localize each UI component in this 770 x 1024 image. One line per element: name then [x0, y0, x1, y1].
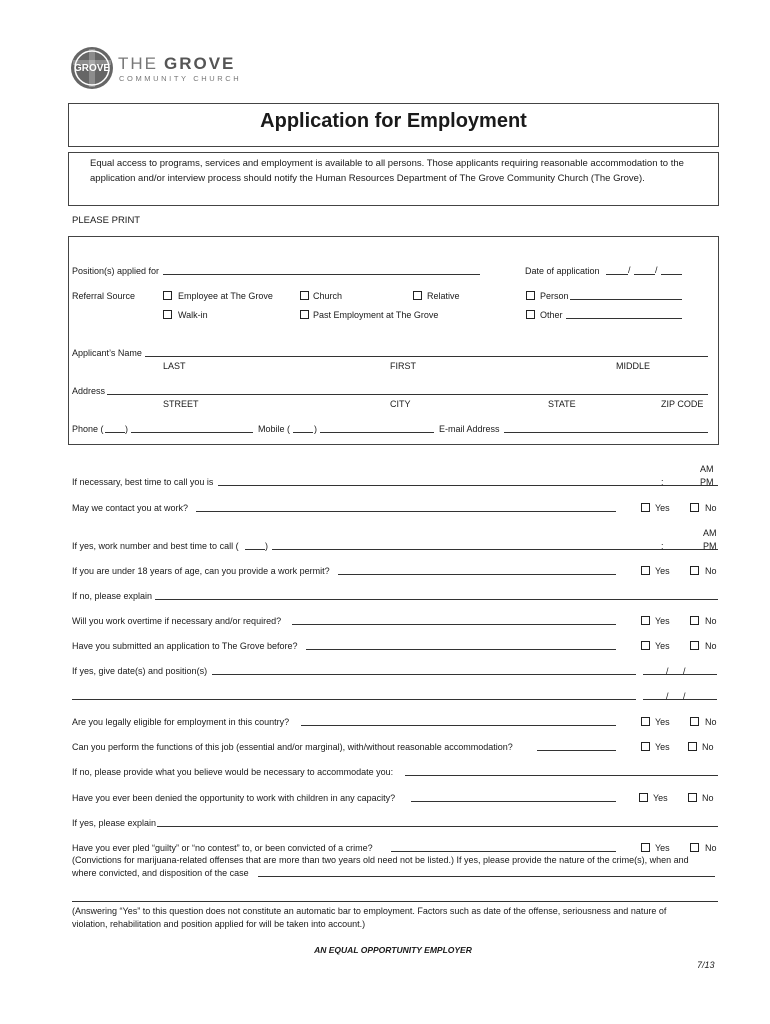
ref-other-label: Other [540, 310, 563, 320]
mobile-input[interactable] [320, 432, 434, 433]
date-separator: / [628, 265, 631, 275]
date-day-input[interactable] [634, 274, 655, 275]
date-application-label: Date of application [525, 266, 600, 276]
contact-work-yes-checkbox[interactable] [641, 503, 650, 512]
phone-paren: ) [125, 424, 128, 434]
addr-state-caption: STATE [548, 399, 576, 409]
name-first-caption: FIRST [390, 361, 416, 371]
ref-other-input[interactable] [566, 318, 682, 319]
yes-explain-input[interactable] [157, 826, 718, 827]
addr-city-caption: CITY [390, 399, 411, 409]
yes-label: Yes [655, 843, 670, 853]
date-mask: / / [666, 666, 686, 676]
submitted-yes-checkbox[interactable] [641, 641, 650, 650]
eligible-label: Are you legally eligible for employment in this country? [72, 717, 290, 727]
under18-no-checkbox[interactable] [690, 566, 699, 575]
mobile-paren: ) [314, 424, 317, 434]
yes-explain-label: If yes, please explain [72, 818, 157, 828]
position-input[interactable] [163, 274, 480, 275]
best-time-input[interactable] [218, 485, 718, 486]
ref-walkin-label: Walk-in [178, 310, 208, 320]
address-input[interactable] [107, 394, 708, 395]
guilty-no-checkbox[interactable] [690, 843, 699, 852]
functions-yes-checkbox[interactable] [641, 742, 650, 751]
no-label: No [705, 616, 717, 626]
submitted-no-checkbox[interactable] [690, 641, 699, 650]
no-label: No [702, 793, 714, 803]
logo-subtitle: COMMUNITY CHURCH [119, 74, 242, 83]
time-colon: : [661, 541, 664, 551]
overtime-yes-checkbox[interactable] [641, 616, 650, 625]
equal-access-notice: Equal access to programs, services and employment is available to all persons. Those applicants requiring reasonable accommodation to the application and/or interview process should notify the Human Resources Department of The Grove Community Church (The Grove). [90, 158, 684, 184]
eligible-yes-checkbox[interactable] [641, 717, 650, 726]
functions-input[interactable] [537, 750, 616, 751]
guilty-detail-input-2[interactable] [72, 901, 718, 902]
denied-yes-checkbox[interactable] [639, 793, 648, 802]
am-label: AM [700, 464, 714, 474]
ref-person-label: Person [540, 291, 569, 301]
date-separator: / [655, 265, 658, 275]
no-label: No [705, 717, 717, 727]
work-number-input[interactable] [272, 549, 718, 550]
guilty-label: Have you ever pled “guilty” or “no contest” to, or been convicted of a crime? [72, 843, 373, 853]
guilty-detail-input[interactable] [258, 876, 715, 877]
yes-label: Yes [655, 616, 670, 626]
pm-label: PM [700, 477, 714, 487]
denied-input[interactable] [411, 801, 616, 802]
eoe-statement: AN EQUAL OPPORTUNITY EMPLOYER [314, 945, 472, 955]
name-label: Applicant’s Name [72, 348, 142, 358]
best-time-label: If necessary, best time to call you is [72, 477, 214, 487]
yes-label: Yes [655, 742, 670, 752]
phone-area-input[interactable] [105, 432, 125, 433]
addr-zip-caption: ZIP CODE [661, 399, 704, 409]
overtime-label: Will you work overtime if necessary and/or required? [72, 616, 282, 626]
phone-label: Phone ( [72, 424, 104, 434]
logo-name: GROVE [164, 54, 236, 73]
overtime-input[interactable] [292, 624, 616, 625]
position-label: Position(s) applied for [72, 266, 160, 276]
ref-relative-checkbox[interactable] [413, 291, 422, 300]
ref-employee-label: Employee at The Grove [178, 291, 273, 301]
yes-label: Yes [655, 641, 670, 651]
date-month-input[interactable] [606, 274, 628, 275]
ref-past-label: Past Employment at The Grove [313, 310, 439, 320]
name-last-caption: LAST [163, 361, 186, 371]
date-year-input[interactable] [661, 274, 682, 275]
pm-label: PM [703, 541, 717, 551]
dates-input[interactable] [212, 674, 636, 675]
overtime-no-checkbox[interactable] [690, 616, 699, 625]
contact-work-no-checkbox[interactable] [690, 503, 699, 512]
ref-employee-checkbox[interactable] [163, 291, 172, 300]
ref-relative-label: Relative [427, 291, 460, 301]
work-number-label: If yes, work number and best time to call ( [72, 541, 239, 551]
under18-yes-checkbox[interactable] [641, 566, 650, 575]
yes-label: Yes [655, 503, 670, 513]
ref-walkin-checkbox[interactable] [163, 310, 172, 319]
no-label: No [705, 503, 717, 513]
submitted-label: Have you submitted an application to The Grove before? [72, 641, 298, 651]
yes-label: Yes [655, 717, 670, 727]
mobile-area-input[interactable] [293, 432, 313, 433]
no-label: No [705, 641, 717, 651]
dates-input-2[interactable] [72, 699, 636, 700]
address-label: Address [72, 386, 106, 396]
am-label: AM [703, 528, 717, 538]
no-label: No [705, 566, 717, 576]
yes-label: Yes [653, 793, 668, 803]
guilty-note: (Convictions for marijuana-related offenses that are more than two years old need not be listed.) If yes, please provide the nature of the crime(s), when and [72, 855, 689, 865]
time-colon: : [661, 477, 664, 487]
logo-prefix: THE [118, 54, 158, 73]
accommodate-input[interactable] [405, 775, 718, 776]
accommodate-label: If no, please provide what you believe would be necessary to accommodate you: [72, 767, 394, 777]
addr-street-caption: STREET [163, 399, 199, 409]
ref-church-checkbox[interactable] [300, 291, 309, 300]
no-explain-input[interactable] [155, 599, 718, 600]
ref-church-label: Church [313, 291, 343, 301]
ref-other-checkbox[interactable] [526, 310, 535, 319]
guilty-note-2: where convicted, and disposition of the case [72, 868, 249, 878]
name-input[interactable] [145, 356, 708, 357]
work-paren: ) [265, 541, 268, 551]
mobile-label: Mobile ( [258, 424, 291, 434]
yes-label: Yes [655, 566, 670, 576]
form-version: 7/13 [697, 960, 715, 970]
logo-emblem-text: GROVE [73, 63, 111, 74]
no-label: No [702, 742, 714, 752]
guilty-input[interactable] [391, 851, 616, 852]
applicant-info-box [68, 236, 719, 445]
under18-label: If you are under 18 years of age, can you provide a work permit? [72, 566, 330, 576]
no-label: No [705, 843, 717, 853]
contact-work-input[interactable] [196, 511, 616, 512]
page-title: Application for Employment [260, 110, 527, 132]
ref-person-checkbox[interactable] [526, 291, 535, 300]
phone-input[interactable] [131, 432, 253, 433]
ref-past-checkbox[interactable] [300, 310, 309, 319]
date-mask: / / [666, 691, 686, 701]
answering-note: (Answering “Yes” to this question does not constitute an automatic bar to employment. Factors such as date of the offense, seriousness and nature of [72, 906, 667, 916]
referral-label: Referral Source [72, 291, 136, 301]
dates-label: If yes, give date(s) and position(s) [72, 666, 208, 676]
eligible-input[interactable] [301, 725, 616, 726]
denied-label: Have you ever been denied the opportunity to work with children in any capacity? [72, 793, 396, 803]
name-middle-caption: MIDDLE [616, 361, 651, 371]
email-label: E-mail Address [439, 424, 500, 434]
contact-work-label: May we contact you at work? [72, 503, 189, 513]
functions-no-checkbox[interactable] [688, 742, 697, 751]
under18-input[interactable] [338, 574, 616, 575]
answering-note-2: violation, rehabilitation and position applied for will be taken into account.) [72, 919, 366, 929]
work-area-input[interactable] [245, 549, 265, 550]
submitted-input[interactable] [306, 649, 616, 650]
functions-label: Can you perform the functions of this job (essential and/or marginal), with/without reasonable accommodation? [72, 742, 513, 752]
ref-person-input[interactable] [570, 299, 682, 300]
denied-no-checkbox[interactable] [688, 793, 697, 802]
eligible-no-checkbox[interactable] [690, 717, 699, 726]
no-explain-label: If no, please explain [72, 591, 153, 601]
email-input[interactable] [504, 432, 708, 433]
guilty-yes-checkbox[interactable] [641, 843, 650, 852]
please-print-label: PLEASE PRINT [72, 215, 141, 226]
